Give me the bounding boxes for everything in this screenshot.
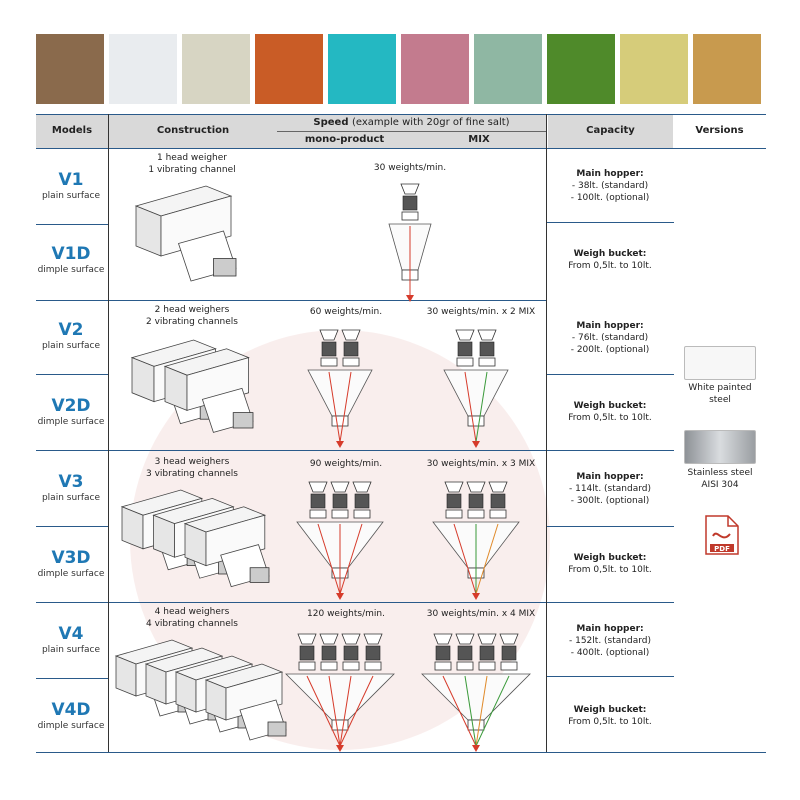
header-speed-note: (example with 20gr of fine salt) (351, 117, 510, 128)
feed-cone (401, 184, 419, 194)
model-code: V2 (58, 320, 84, 340)
version-white-label: White painted steel (688, 383, 752, 405)
discharge-gate (468, 720, 484, 730)
weigh-bucket (365, 662, 381, 670)
discharge-gate (332, 720, 348, 730)
feed-cone (456, 330, 474, 340)
collecting-funnel (444, 370, 508, 416)
speed-mono: 30 weights/min. (373, 163, 447, 173)
model-code: V3D (51, 548, 91, 568)
weigh-bucket (321, 358, 337, 366)
head-unit (436, 646, 450, 660)
feed-cone (309, 482, 327, 492)
feed-cone (500, 634, 518, 644)
main-hopper-capacity: Main hopper: - 114lt. (standard) - 300lt. (optional) (569, 472, 651, 506)
arrow-head (336, 593, 344, 600)
weigh-bucket (299, 662, 315, 670)
weigher-head (250, 568, 269, 583)
model-code: V1 (58, 170, 84, 190)
arrow-head (336, 441, 344, 448)
weigh-bucket (479, 662, 495, 670)
weigh-bucket (501, 662, 517, 670)
head-unit (333, 494, 347, 508)
feed-cone (331, 482, 349, 492)
head-unit (447, 494, 461, 508)
speed-mix: 30 weights/min. x 3 MIX (426, 459, 536, 469)
head-unit (322, 646, 336, 660)
header-capacity: Capacity (586, 125, 635, 136)
head-unit (344, 342, 358, 356)
weigh-bucket (321, 662, 337, 670)
head-unit (458, 646, 472, 660)
pdf-download-icon[interactable] (704, 514, 740, 556)
header-mix: MIX (468, 134, 490, 145)
construction-text: 4 head weighers 4 vibrating channels (146, 607, 238, 629)
feed-cone (342, 634, 360, 644)
model-code: V4D (51, 700, 91, 720)
model-code: V2D (51, 396, 91, 416)
feed-cone (478, 330, 496, 340)
model-surface: plain surface (41, 341, 101, 351)
weigh-bucket-capacity: Weigh bucket: From 0,5lt. to 10lt. (568, 553, 652, 575)
feed-cone (456, 634, 474, 644)
main-hopper-capacity: Main hopper: - 38lt. (standard) - 100lt. (optional) (570, 169, 650, 203)
header-construction: Construction (156, 125, 230, 136)
weigh-bucket (435, 662, 451, 670)
main-hopper-capacity: Main hopper: - 76lt. (standard) - 200lt. (optional) (570, 321, 650, 355)
feed-cone (298, 634, 316, 644)
model-surface: dimple surface (37, 265, 105, 275)
weigh-bucket (468, 510, 484, 518)
weigh-bucket (310, 510, 326, 518)
model-code: V3 (58, 472, 84, 492)
main-hopper-capacity: Main hopper: - 152lt. (standard) - 400lt. (optional) (569, 624, 651, 658)
model-surface: dimple surface (37, 569, 105, 579)
header-versions: Versions (695, 125, 744, 136)
model-code: V4 (58, 624, 84, 644)
feed-cone (353, 482, 371, 492)
head-unit (480, 646, 494, 660)
feed-cone (320, 634, 338, 644)
arrow-head (472, 441, 480, 448)
feed-cone (467, 482, 485, 492)
head-unit (355, 494, 369, 508)
head-unit (469, 494, 483, 508)
weigh-bucket (332, 510, 348, 518)
head-unit (311, 494, 325, 508)
weigher-head (268, 722, 286, 736)
speed-mono: 120 weights/min. (307, 609, 385, 619)
weigh-bucket (402, 212, 418, 220)
weigher-head (233, 413, 253, 428)
weigh-bucket-capacity: Weigh bucket: From 0,5lt. to 10lt. (568, 249, 652, 271)
model-surface: plain surface (41, 191, 101, 201)
model-code: V1D (51, 244, 91, 264)
construction-text: 2 head weighers 2 vibrating channels (146, 305, 238, 327)
model-surface: plain surface (41, 493, 101, 503)
collecting-funnel (286, 674, 394, 720)
head-unit (458, 342, 472, 356)
feed-cone (489, 482, 507, 492)
arrow-head (472, 745, 480, 752)
weigher-head (214, 259, 237, 277)
discharge-gate (468, 416, 484, 426)
header-speed-label: Speed (313, 117, 349, 128)
speed-mix: 30 weights/min. x 2 MIX (426, 307, 536, 317)
arrow-head (472, 593, 480, 600)
head-unit (344, 646, 358, 660)
discharge-gate (332, 416, 348, 426)
arrow-head (406, 295, 414, 302)
feed-cone (445, 482, 463, 492)
weigh-bucket-capacity: Weigh bucket: From 0,5lt. to 10lt. (568, 705, 652, 727)
speed-mix: 30 weights/min. x 4 MIX (426, 609, 536, 619)
weigh-bucket (457, 662, 473, 670)
weigh-bucket (446, 510, 462, 518)
collecting-funnel (422, 674, 530, 720)
model-surface: plain surface (41, 645, 101, 655)
stainless-steel-swatch[interactable] (684, 430, 756, 464)
construction-text: 3 head weighers 3 vibrating channels (146, 457, 238, 479)
weigh-bucket-capacity: Weigh bucket: From 0,5lt. to 10lt. (568, 401, 652, 423)
model-surface: dimple surface (37, 417, 105, 427)
speed-mono: 90 weights/min. (309, 459, 383, 469)
head-unit (491, 494, 505, 508)
weigh-bucket (343, 358, 359, 366)
weigh-bucket (457, 358, 473, 366)
header-models: Models (51, 125, 93, 136)
feed-cone (434, 634, 452, 644)
head-unit (300, 646, 314, 660)
version-stainless-label: Stainless steel AISI 304 (687, 468, 753, 490)
head-unit (322, 342, 336, 356)
head-unit (502, 646, 516, 660)
white-painted-steel-swatch[interactable] (684, 346, 756, 380)
weigh-bucket (343, 662, 359, 670)
construction-text: 1 head weigher 1 vibrating channel (148, 153, 236, 175)
arrow-head (336, 745, 344, 752)
weigh-bucket (479, 358, 495, 366)
feed-cone (478, 634, 496, 644)
feed-cone (342, 330, 360, 340)
pdf-label: PDF (714, 545, 730, 553)
model-surface: dimple surface (37, 721, 105, 731)
feed-cone (364, 634, 382, 644)
head-unit (403, 196, 417, 210)
collecting-funnel (308, 370, 372, 416)
feed-cone (320, 330, 338, 340)
head-unit (480, 342, 494, 356)
weigh-bucket (490, 510, 506, 518)
weigh-bucket (354, 510, 370, 518)
speed-mono: 60 weights/min. (309, 307, 383, 317)
head-unit (366, 646, 380, 660)
header-mono-product: mono-product (304, 134, 385, 145)
